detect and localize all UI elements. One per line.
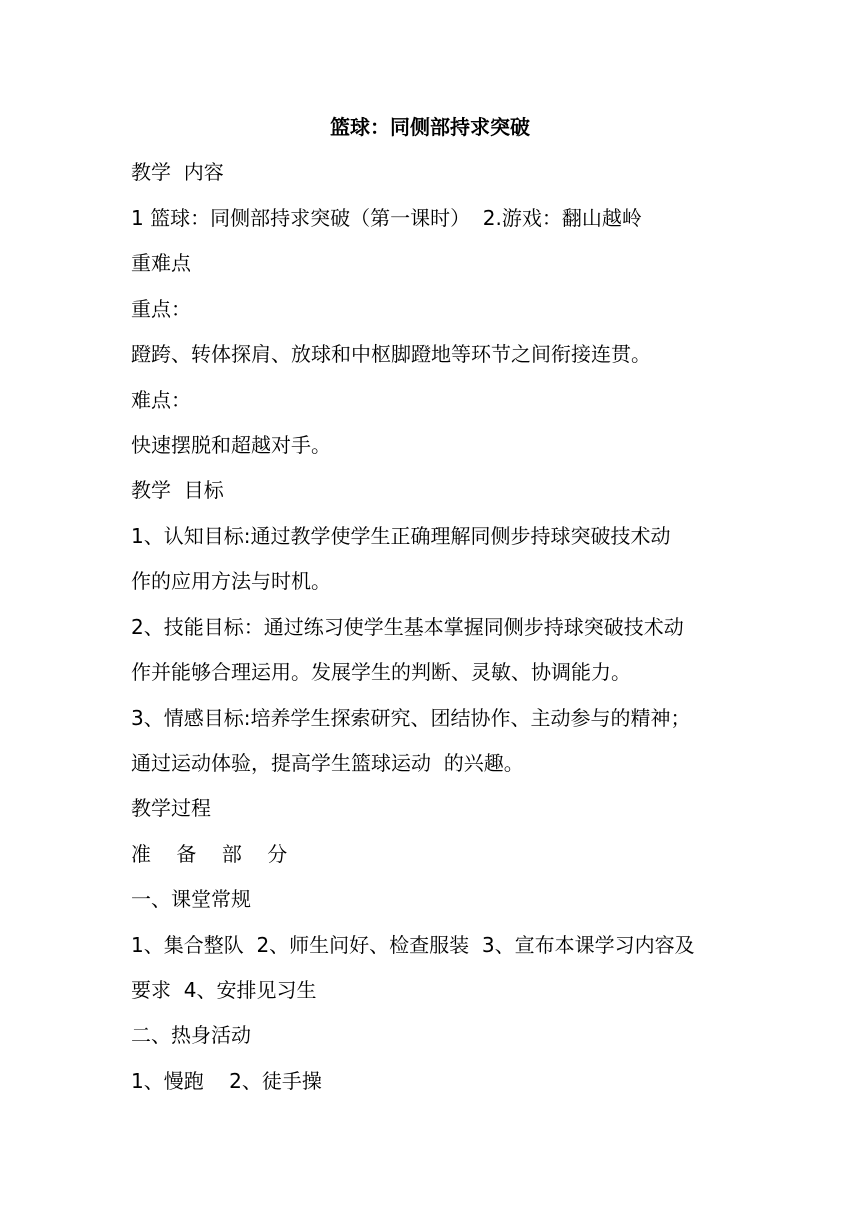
heading-teaching-goals: 教学 目标 [131, 478, 224, 502]
heading-key-difficult-points: 重难点 [131, 251, 191, 275]
heading-warm-up: 二、热身活动 [131, 1023, 251, 1047]
label-difficult-point: 难点： [131, 388, 191, 412]
goal-1-line-2: 作的应用方法与时机。 [131, 569, 331, 593]
goal-3-line-2: 通过运动体验，提高学生篮球运动 的兴趣。 [131, 751, 524, 775]
heading-teaching-process: 教学过程 [131, 796, 211, 820]
label-key-point: 重点： [131, 297, 191, 321]
goal-2-line-1: 2、技能目标：通过练习使学生基本掌握同侧步持球突破技术动 [131, 615, 684, 639]
routine-line-1: 1、集合整队 2、师生问好、检查服装 3、宣布本课学习内容及 [131, 933, 695, 957]
routine-line-2: 要求 4、安排见习生 [131, 978, 317, 1002]
key-point-text: 蹬跨、转体探肩、放球和中枢脚蹬地等环节之间衔接连贯。 [131, 342, 651, 366]
content-line: 1 篮球：同侧部持求突破（第一课时） 2.游戏：翻山越岭 [131, 206, 642, 230]
document-title: 篮球：同侧部持求突破 [330, 115, 530, 139]
heading-teaching-content: 教学 内容 [131, 160, 224, 184]
goal-1-line-1: 1、认知目标:通过教学使学生正确理解同侧步持球突破技术动 [131, 524, 671, 548]
heading-classroom-routine: 一、课堂常规 [131, 887, 251, 911]
difficult-point-text: 快速摆脱和超越对手。 [131, 433, 331, 457]
goal-2-line-2: 作并能够合理运用。发展学生的判断、灵敏、协调能力。 [131, 660, 631, 684]
goal-3-line-1: 3、情感目标:培养学生探索研究、团结协作、主动参与的精神； [131, 706, 691, 730]
warm-up-items: 1、慢跑 2、徒手操 [131, 1069, 322, 1093]
heading-preparation-section: 准 备 部 分 [131, 842, 288, 866]
